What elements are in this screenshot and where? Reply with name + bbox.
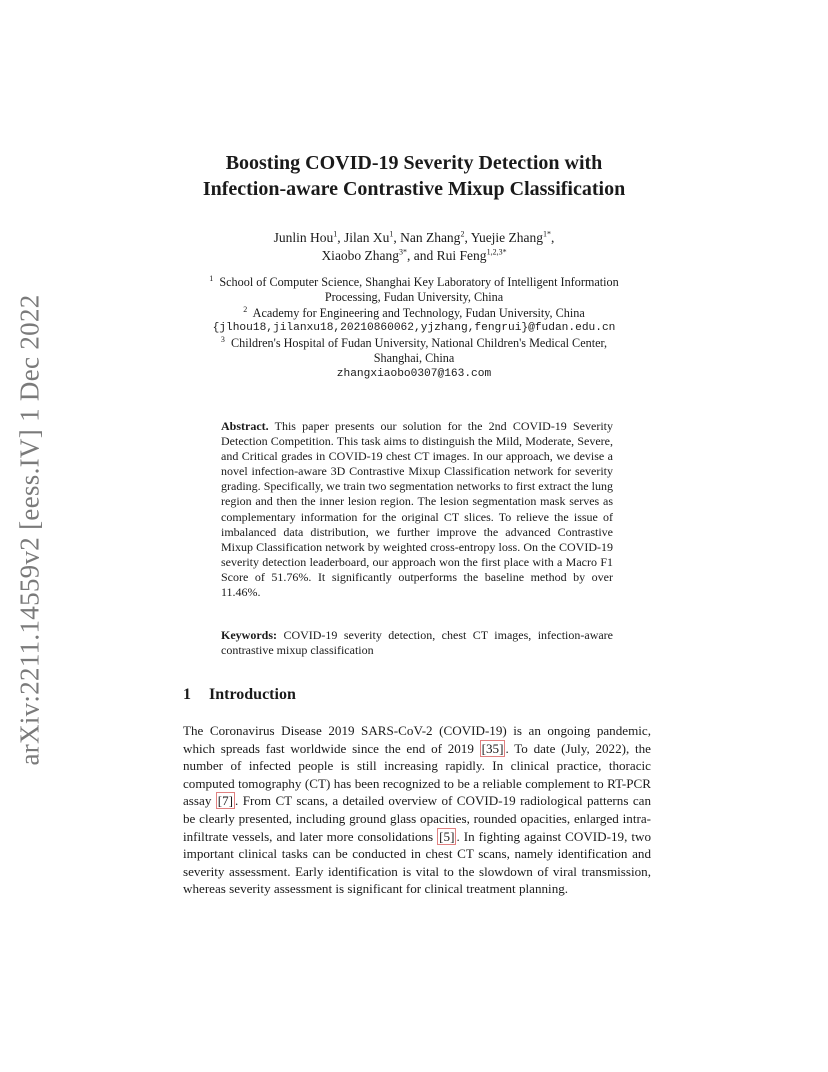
affiliation-3-email: zhangxiaobo0307@163.com <box>336 367 492 380</box>
title-line-1: Boosting COVID-19 Severity Detection with <box>225 152 603 174</box>
author-affil-mark: 3* <box>399 247 408 257</box>
arxiv-stamp: arXiv:2211.14559v2 [eess.IV] 1 Dec 2022 <box>14 294 45 766</box>
author-name: Nan Zhang <box>400 230 461 245</box>
intro-text: . To date (July, 2022), the number of infected people is still increasing rapidly. In clinical practice, thoracic computed tomography (CT) has been recognized to be a reliable complement to RT-PCR assay <box>183 740 651 809</box>
keywords-label: Keywords: <box>221 628 277 642</box>
abstract-text: This paper presents our solution for the 2nd COVID-19 Severity Detection Competition. This task aims to distinguish the Mild, Moderate, Severe, and Critical grades in COVID-19 chest CT images. In our approach, we devise a novel infection-aware 3D Contrastive Mixup Classification network for severity grading. Specifically, we train two segmentation networks to first extract the lung region and then the inner lesion region. The lesion segmentation mask serves as complementary information for the original CT slices. To relieve the issue of imbalanced data distribution, we further improve the advanced Contrastive Mixup Classification network by weighted cross-entropy loss. On the COVID-19 severity detection leaderboard, our approach won the first place with a Macro F1 Score of 51.76%. It significantly outperforms the baseline method by over 11.46%. <box>221 419 613 600</box>
intro-text: . In fighting against COVID-19, two important clinical tasks can be conducted in chest CT scans, namely identification and severity assessment. Early identification is vital to the slowdown of viral transmission, whereas severity assessment is significant for clinical treatment planning. <box>183 828 651 897</box>
affiliation-number: 2 <box>243 304 248 314</box>
citation-link[interactable]: [35] <box>481 740 504 756</box>
citation-link[interactable]: [5] <box>439 828 455 844</box>
affiliation-3-cont: Shanghai, China <box>373 351 455 366</box>
author-name: Rui Feng <box>436 248 487 263</box>
section-heading <box>183 686 296 704</box>
paper-title <box>150 150 678 202</box>
affiliation-1 <box>150 275 678 290</box>
intro-text: The Coronavirus Disease 2019 SARS-CoV-2 (COVID-19) is an ongoing pandemic, which spreads fast worldwide since the end of 2019 <box>183 723 651 756</box>
author-affil-mark: 1 <box>333 229 338 239</box>
affiliation-text: School of Computer Science, Shanghai Key Laboratory of Intelligent Information <box>219 275 619 289</box>
affiliation-2 <box>150 306 678 321</box>
affiliation-1-cont: Processing, Fudan University, China <box>324 290 504 305</box>
section-number: 1 <box>183 686 191 703</box>
author-affil-mark: 1* <box>543 229 552 239</box>
author-affil-mark: 1 <box>389 229 394 239</box>
author-affil-mark: 2 <box>460 229 465 239</box>
affiliation-number: 1 <box>209 273 214 283</box>
affiliation-text: Academy for Engineering and Technology, Fudan University, China <box>252 305 585 320</box>
author-affil-mark: 1,2,3* <box>486 247 507 257</box>
affiliation-text: Children's Hospital of Fudan University, National Children's Medical Center, <box>230 336 608 351</box>
abstract <box>221 419 613 600</box>
arxiv-sidebar <box>0 290 60 770</box>
authors-line-2: Xiaobo Zhang$^{3*}$, and Rui Feng$^{1,2,3*}$ <box>321 247 507 263</box>
intro-text: . From CT scans, a detailed overview of COVID-19 radiological patterns can be clearly presented, including ground glass opacities, rounded opacities, enlarged intra-infiltrate vessels, and later more consolidations <box>183 793 651 844</box>
keywords-text: COVID-19 severity detection, chest CT images, infection-aware contrastive mixup classification <box>221 628 614 658</box>
author-name: Junlin Hou <box>273 230 334 245</box>
author-list <box>150 229 678 265</box>
intro-paragraph <box>183 722 651 898</box>
citation-link[interactable]: [7] <box>217 793 234 809</box>
title-line-2: Infection-aware Contrastive Mixup Classification <box>202 178 626 200</box>
affiliation-number: 3 <box>220 335 225 345</box>
author-name: Yuejie Zhang <box>470 230 544 245</box>
section-title: Introduction <box>209 686 296 703</box>
affiliation-2-email: {jlhou18,jilanxu18,20210860062,yjzhang,fengrui}@fudan.edu.cn <box>212 321 616 334</box>
abstract-label: Abstract. <box>221 419 269 433</box>
author-name: Jilan Xu <box>343 230 390 245</box>
authors-line-1: Junlin Hou$^1$, Jilan Xu$^1$, Nan Zhang$^2$, Yuejie Zhang$^{1*}$, <box>273 229 555 245</box>
affiliation-list <box>150 275 678 382</box>
author-name: Xiaobo Zhang <box>321 248 400 263</box>
affiliation-3 <box>150 336 678 351</box>
keywords <box>221 628 613 658</box>
